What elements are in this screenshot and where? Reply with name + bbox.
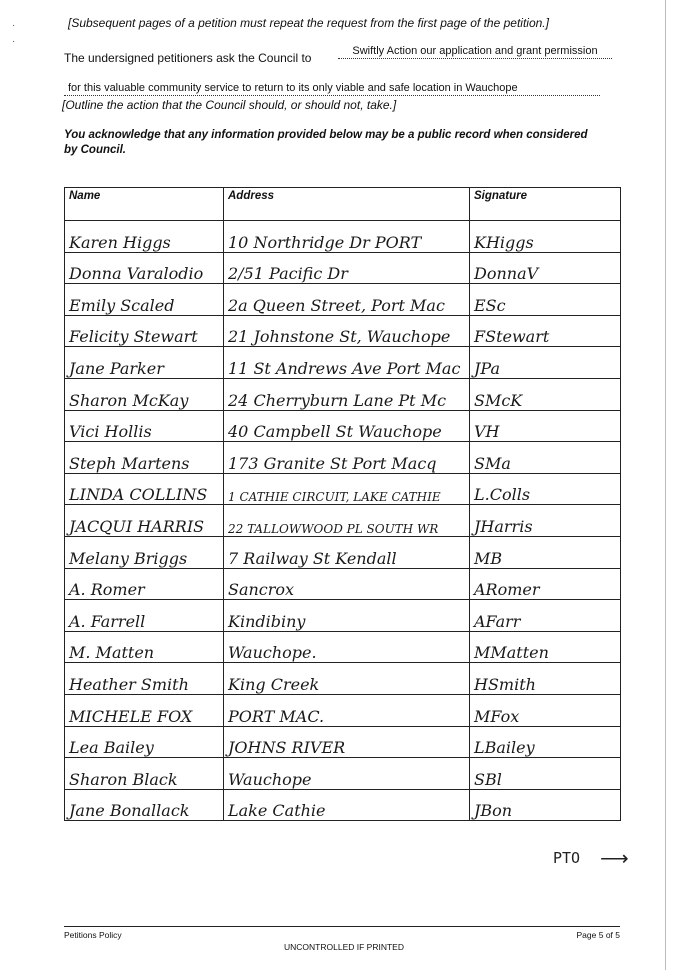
column-header-address: Address	[224, 188, 470, 221]
name-cell: Emily Scaled	[65, 284, 224, 316]
name-cell: Lea Bailey	[65, 726, 224, 758]
address-cell: 11 St Andrews Ave Port Mac	[224, 347, 470, 379]
footer-page-number: Page 5 of 5	[576, 930, 620, 940]
arrow-right-icon: ⟶	[600, 848, 629, 870]
table-row	[65, 347, 621, 379]
name-cell: Melany Briggs	[65, 536, 224, 568]
footer-divider	[64, 926, 620, 927]
signature-cell: KHiggs	[470, 221, 621, 253]
signature-cell: MB	[470, 536, 621, 568]
address-cell: 24 Cherryburn Lane Pt Mc	[224, 378, 470, 410]
table-row	[65, 442, 621, 474]
address-cell: Lake Cathie	[224, 789, 470, 821]
address-cell: 21 Johnstone St, Wauchope	[224, 315, 470, 347]
table-row	[65, 315, 621, 347]
signature-cell: MMatten	[470, 631, 621, 663]
margin-marks: · ·	[12, 20, 16, 47]
signature-cell: HSmith	[470, 663, 621, 695]
signature-cell: FStewart	[470, 315, 621, 347]
name-cell: A. Farrell	[65, 600, 224, 632]
table-row	[65, 600, 621, 632]
name-cell: Donna Varalodio	[65, 252, 224, 284]
table-row	[65, 284, 621, 316]
address-cell: 7 Railway St Kendall	[224, 536, 470, 568]
table-row	[65, 694, 621, 726]
table-row	[65, 221, 621, 253]
address-cell: 2a Queen Street, Port Mac	[224, 284, 470, 316]
signature-cell: LBailey	[470, 726, 621, 758]
signature-cell: SBl	[470, 758, 621, 790]
name-cell: Jane Parker	[65, 347, 224, 379]
table-row	[65, 568, 621, 600]
table-row	[65, 378, 621, 410]
pto-label: PTO	[553, 849, 581, 867]
subsequent-pages-note: [Subsequent pages of a petition must repeat the request from the first page of the petition.]	[68, 16, 549, 30]
name-cell: M. Matten	[65, 631, 224, 663]
address-cell: 40 Campbell St Wauchope	[224, 410, 470, 442]
table-row	[65, 473, 621, 505]
signature-cell: MFox	[470, 694, 621, 726]
name-cell: Sharon McKay	[65, 378, 224, 410]
request-line-1: Swiftly Action our application and grant permission	[338, 44, 612, 59]
signature-cell: SMa	[470, 442, 621, 474]
signature-cell: JBon	[470, 789, 621, 821]
table-row	[65, 789, 621, 821]
name-cell: Jane Bonallack	[65, 789, 224, 821]
name-cell: MICHELE FOX	[65, 694, 224, 726]
name-cell: Felicity Stewart	[65, 315, 224, 347]
signature-cell: L.Colls	[470, 473, 621, 505]
address-cell: 10 Northridge Dr PORT	[224, 221, 470, 253]
name-cell: Heather Smith	[65, 663, 224, 695]
address-cell: Wauchope.	[224, 631, 470, 663]
table-row	[65, 505, 621, 537]
address-cell: King Creek	[224, 663, 470, 695]
footer-policy-name: Petitions Policy	[64, 930, 122, 940]
address-cell: Wauchope	[224, 758, 470, 790]
outline-note: [Outline the action that the Council should, or should not, take.]	[62, 98, 397, 112]
name-cell: Karen Higgs	[65, 221, 224, 253]
signature-cell: SMcK	[470, 378, 621, 410]
name-cell: Vici Hollis	[65, 410, 224, 442]
address-cell: 173 Granite St Port Macq	[224, 442, 470, 474]
acknowledge-statement: You acknowledge that any information provided below may be a public record when considered by Council.	[64, 129, 588, 156]
table-row	[65, 410, 621, 442]
table-row	[65, 758, 621, 790]
name-cell: Sharon Black	[65, 758, 224, 790]
signature-cell: JHarris	[470, 505, 621, 537]
address-cell: Kindibiny	[224, 600, 470, 632]
request-line-2: for this valuable community service to return to its only viable and safe location in Wauchope	[64, 81, 600, 96]
column-header-name: Name	[65, 188, 224, 221]
name-cell: A. Romer	[65, 568, 224, 600]
signature-table	[64, 187, 621, 821]
address-cell: PORT MAC.	[224, 694, 470, 726]
name-cell: JACQUI HARRIS	[65, 505, 224, 537]
page-edge-line	[665, 0, 666, 970]
signature-cell: AFarr	[470, 600, 621, 632]
table-row	[65, 252, 621, 284]
address-cell: 2/51 Pacific Dr	[224, 252, 470, 284]
signature-cell: ESc	[470, 284, 621, 316]
signature-cell: ARomer	[470, 568, 621, 600]
address-cell: 22 TALLOWWOOD PL SOUTH WR	[224, 505, 470, 537]
address-cell: JOHNS RIVER	[224, 726, 470, 758]
signature-cell: JPa	[470, 347, 621, 379]
petitioners-ask-label: The undersigned petitioners ask the Council to	[64, 51, 312, 65]
name-cell: LINDA COLLINS	[65, 473, 224, 505]
address-cell: 1 CATHIE CIRCUIT, LAKE CATHIE	[224, 473, 470, 505]
footer-uncontrolled-notice: UNCONTROLLED IF PRINTED	[284, 942, 404, 952]
signature-cell: VH	[470, 410, 621, 442]
table-row	[65, 631, 621, 663]
column-header-signature: Signature	[470, 188, 621, 221]
name-cell: Steph Martens	[65, 442, 224, 474]
signature-cell: DonnaV	[470, 252, 621, 284]
table-row	[65, 726, 621, 758]
table-row	[65, 536, 621, 568]
table-row	[65, 663, 621, 695]
address-cell: Sancrox	[224, 568, 470, 600]
table-header-row	[65, 188, 621, 221]
